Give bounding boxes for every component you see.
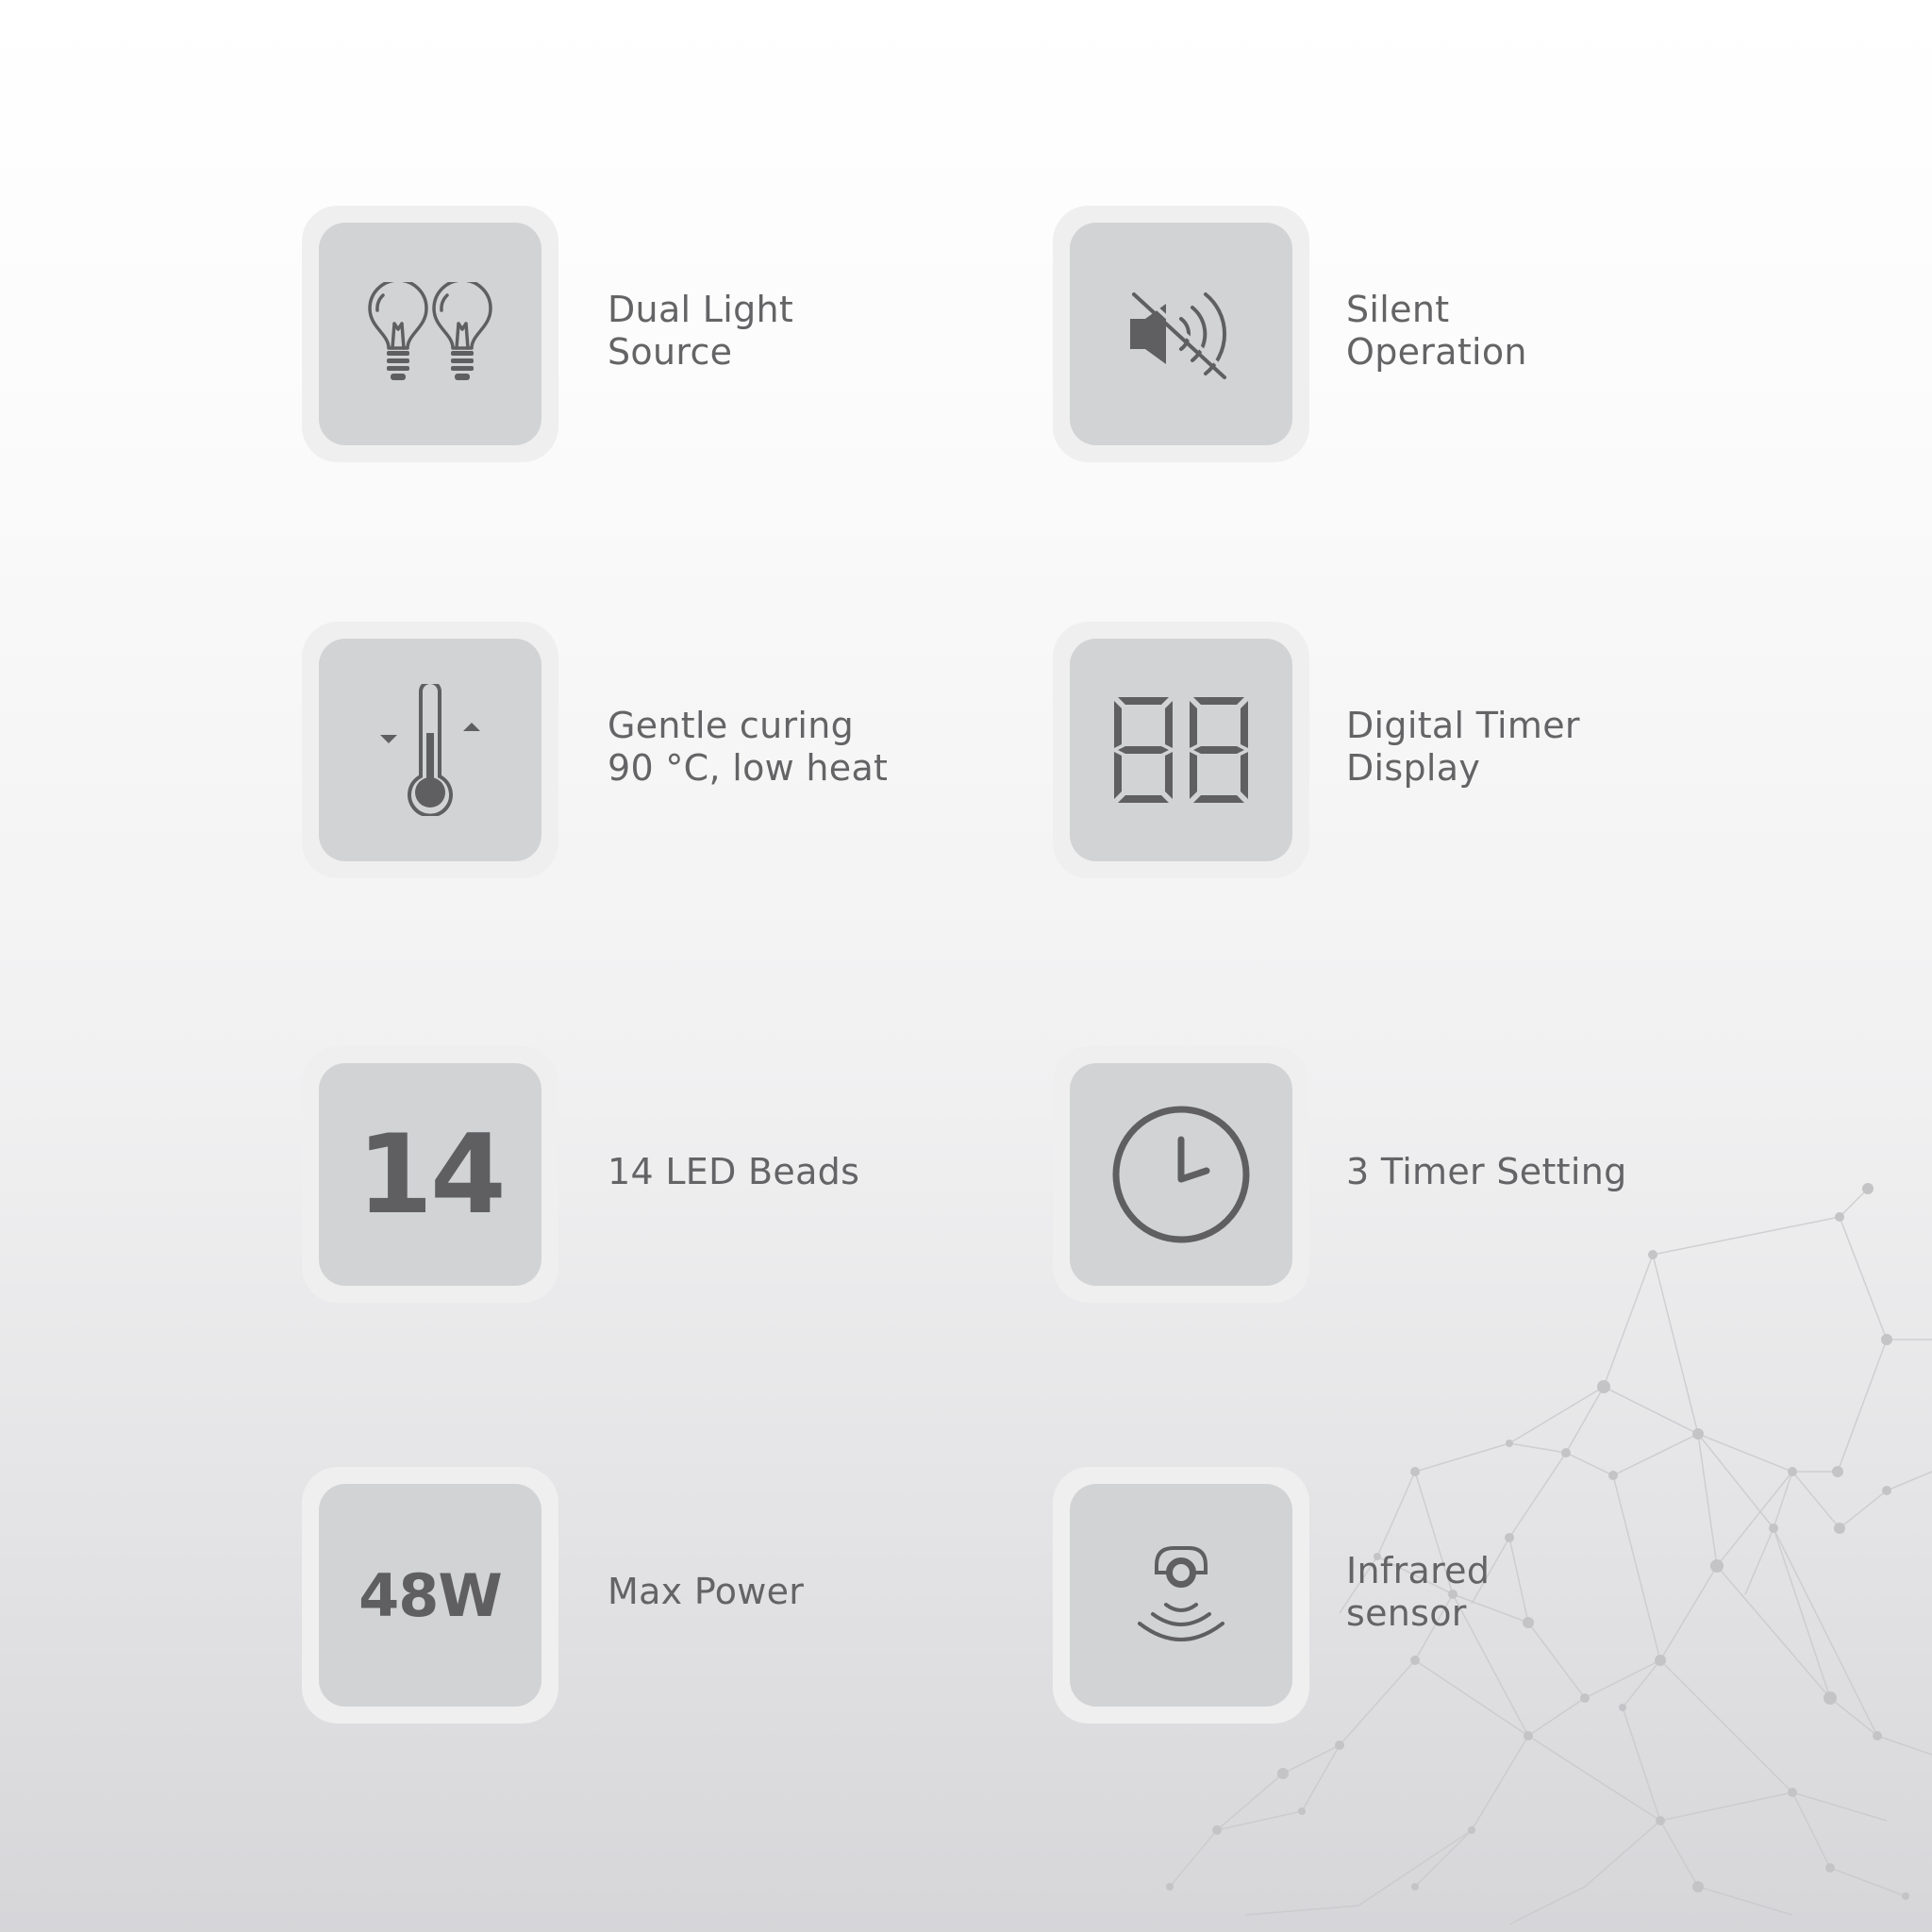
tile-inner: [1070, 1484, 1292, 1707]
tile-inner: [1070, 1063, 1292, 1286]
speaker-muted-icon: [1124, 287, 1238, 381]
tile-inner: [319, 223, 541, 445]
label-line-1: Gentle curing: [608, 705, 855, 746]
label-line-1: 3 Timer Setting: [1346, 1151, 1627, 1192]
label-line-1: Dual Light: [608, 289, 794, 330]
infrared-sensor-icon: [1124, 1539, 1238, 1652]
label-line-1: Infrared: [1346, 1550, 1491, 1591]
label-line-2: Source: [608, 331, 733, 373]
tile-inner: [319, 1484, 541, 1707]
label-line-2: Operation: [1346, 331, 1527, 373]
clock-icon: [1110, 1104, 1252, 1245]
dual-light-bulb-icon: [364, 282, 496, 386]
feature-label: [1346, 1151, 1627, 1193]
led-count-text: 14: [357, 1110, 504, 1239]
thermometer-icon: [378, 684, 482, 816]
feature-label: [1346, 289, 1527, 374]
tile-inner: [319, 639, 541, 861]
tile-inner: [1070, 639, 1292, 861]
feature-label: [608, 1571, 804, 1613]
feature-label: [1346, 1550, 1490, 1635]
tile-inner: [319, 1063, 541, 1286]
label-line-1: 14 LED Beads: [608, 1151, 860, 1192]
label-line-2: 90 °C, low heat: [608, 747, 889, 789]
feature-label: [608, 1151, 859, 1193]
feature-label: [1346, 705, 1580, 790]
feature-label: [608, 705, 888, 790]
seven-segment-display-icon: [1112, 695, 1250, 805]
tile-inner: [1070, 223, 1292, 445]
label-line-1: Max Power: [608, 1571, 805, 1612]
label-line-2: sensor: [1346, 1592, 1467, 1634]
label-line-1: Silent: [1346, 289, 1450, 330]
label-line-2: Display: [1346, 747, 1481, 789]
wattage-text: 48W: [358, 1560, 502, 1630]
label-line-1: Digital Timer: [1346, 705, 1580, 746]
feature-label: [608, 289, 793, 374]
